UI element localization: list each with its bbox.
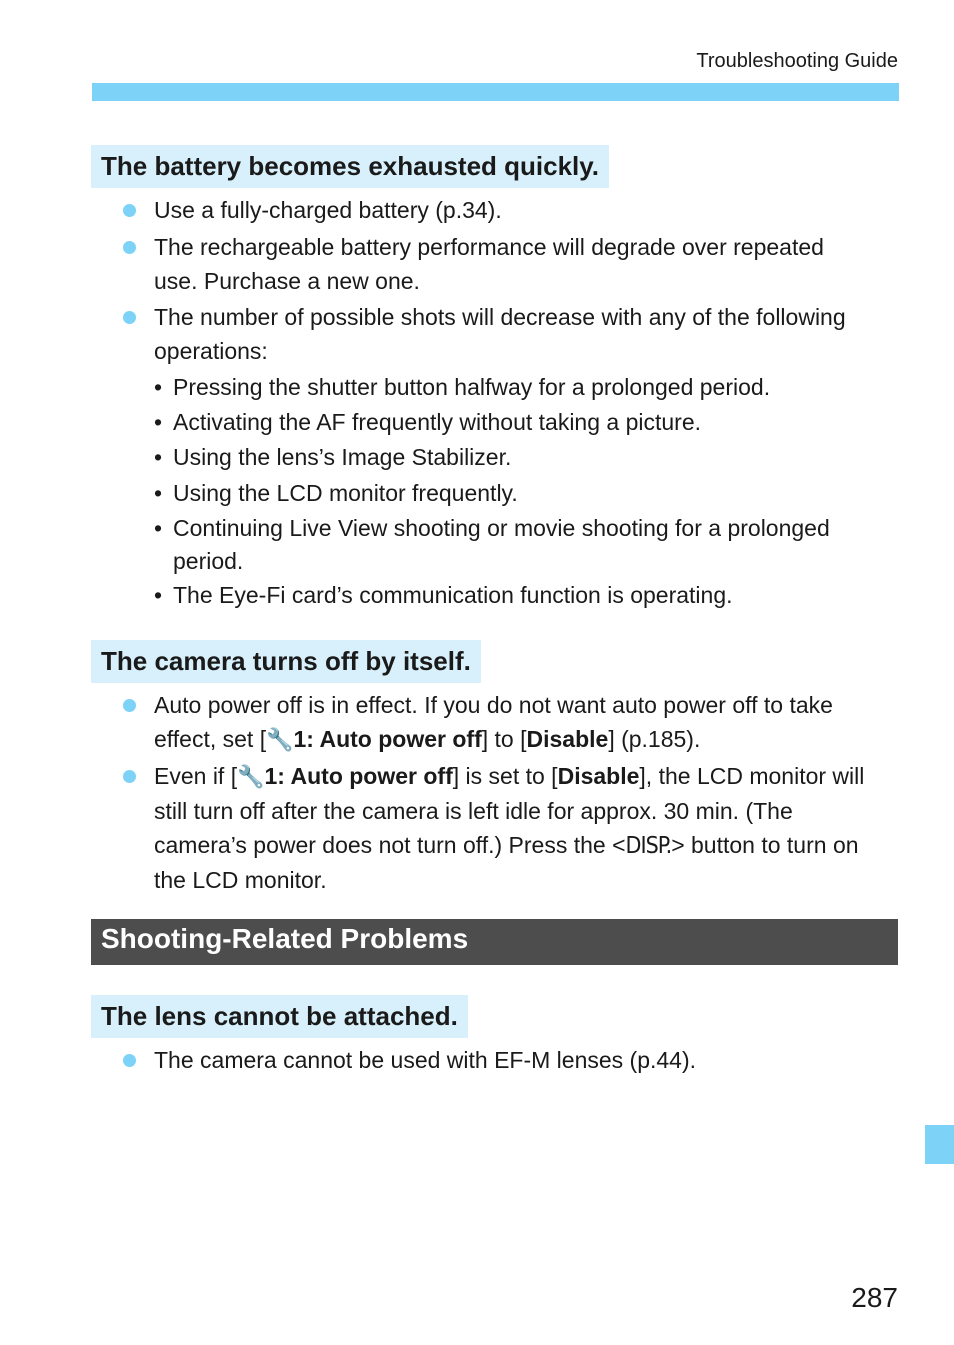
sub-list-item [154, 371, 893, 404]
disp-button-icon: DISP. [625, 833, 672, 859]
bullet-icon [123, 770, 136, 783]
item-text: Even if [ [154, 763, 238, 789]
wrench-icon: 🔧 [237, 764, 265, 789]
item-text: ] (p.185). [608, 726, 701, 752]
chapter-tab [925, 1125, 954, 1164]
bullet-icon [123, 241, 136, 254]
menu-setting-name: 1: Auto power off [293, 726, 482, 752]
list-item [154, 300, 899, 368]
list-item [154, 230, 899, 298]
item-text: The Eye-Fi card’s communication function is operating. [173, 582, 733, 608]
item-text: The number of possible shots will decrease with any of the following [154, 304, 846, 330]
bullet-icon [123, 311, 136, 324]
item-text: ] is set to [ [452, 763, 558, 789]
list-item [154, 759, 899, 897]
item-text: ], the LCD monitor will [639, 763, 865, 789]
item-text: operations: [154, 338, 268, 364]
sub-bullet: • [154, 374, 163, 400]
menu-setting-name: 1: Auto power off [264, 763, 453, 789]
setting-value: Disable [526, 726, 609, 752]
item-text: Use a fully-charged battery (p.34). [154, 197, 502, 223]
lens-heading: The lens cannot be attached. [91, 995, 468, 1038]
list-item [154, 1043, 899, 1077]
camera-off-heading: The camera turns off by itself. [91, 640, 481, 683]
item-text: The rechargeable battery performance will degrade over repeated [154, 234, 824, 260]
list-item [154, 193, 899, 227]
item-text: Using the lens’s Image Stabilizer. [173, 444, 512, 470]
item-text: still turn off after the camera is left idle for approx. 30 min. (The [154, 798, 793, 824]
sub-bullet: • [154, 582, 163, 608]
sub-list-item [154, 477, 893, 510]
page-number: 287 [851, 1282, 898, 1313]
item-text: The camera cannot be used with EF-M lenses (p.44). [154, 1047, 697, 1073]
item-text: ] to [ [481, 726, 527, 752]
item-text: period. [173, 548, 244, 574]
item-text: use. Purchase a new one. [154, 268, 420, 294]
setting-value: Disable [557, 763, 640, 789]
battery-heading: The battery becomes exhausted quickly. [91, 145, 609, 188]
sub-bullet: • [154, 409, 163, 435]
header-label: Troubleshooting Guide [696, 50, 898, 72]
sub-list-item [154, 512, 893, 578]
section-title-bar: Shooting-Related Problems [91, 919, 898, 965]
list-item [154, 688, 899, 757]
sub-bullet: • [154, 480, 163, 506]
item-text: Using the LCD monitor frequently. [173, 480, 518, 506]
item-text: camera’s power does not turn off.) Press the < [154, 832, 626, 858]
sub-list-item [154, 579, 893, 612]
sub-bullet: • [154, 515, 163, 541]
bullet-icon [123, 204, 136, 217]
item-text: Auto power off is in effect. If you do not want auto power off to take [154, 692, 833, 718]
item-text: > button to turn on [671, 832, 859, 858]
wrench-icon: 🔧 [266, 727, 294, 752]
item-text: Pressing the shutter button halfway for a prolonged period. [173, 374, 771, 400]
sub-list-item [154, 441, 893, 474]
item-text: effect, set [ [154, 726, 267, 752]
sub-list-item [154, 406, 893, 439]
bullet-icon [123, 699, 136, 712]
sub-bullet: • [154, 444, 163, 470]
item-text: Activating the AF frequently without taking a picture. [173, 409, 702, 435]
item-text: the LCD monitor. [154, 867, 327, 893]
item-text: Continuing Live View shooting or movie shooting for a prolonged [173, 515, 830, 541]
bullet-icon [123, 1054, 136, 1067]
header-bar [92, 83, 899, 101]
